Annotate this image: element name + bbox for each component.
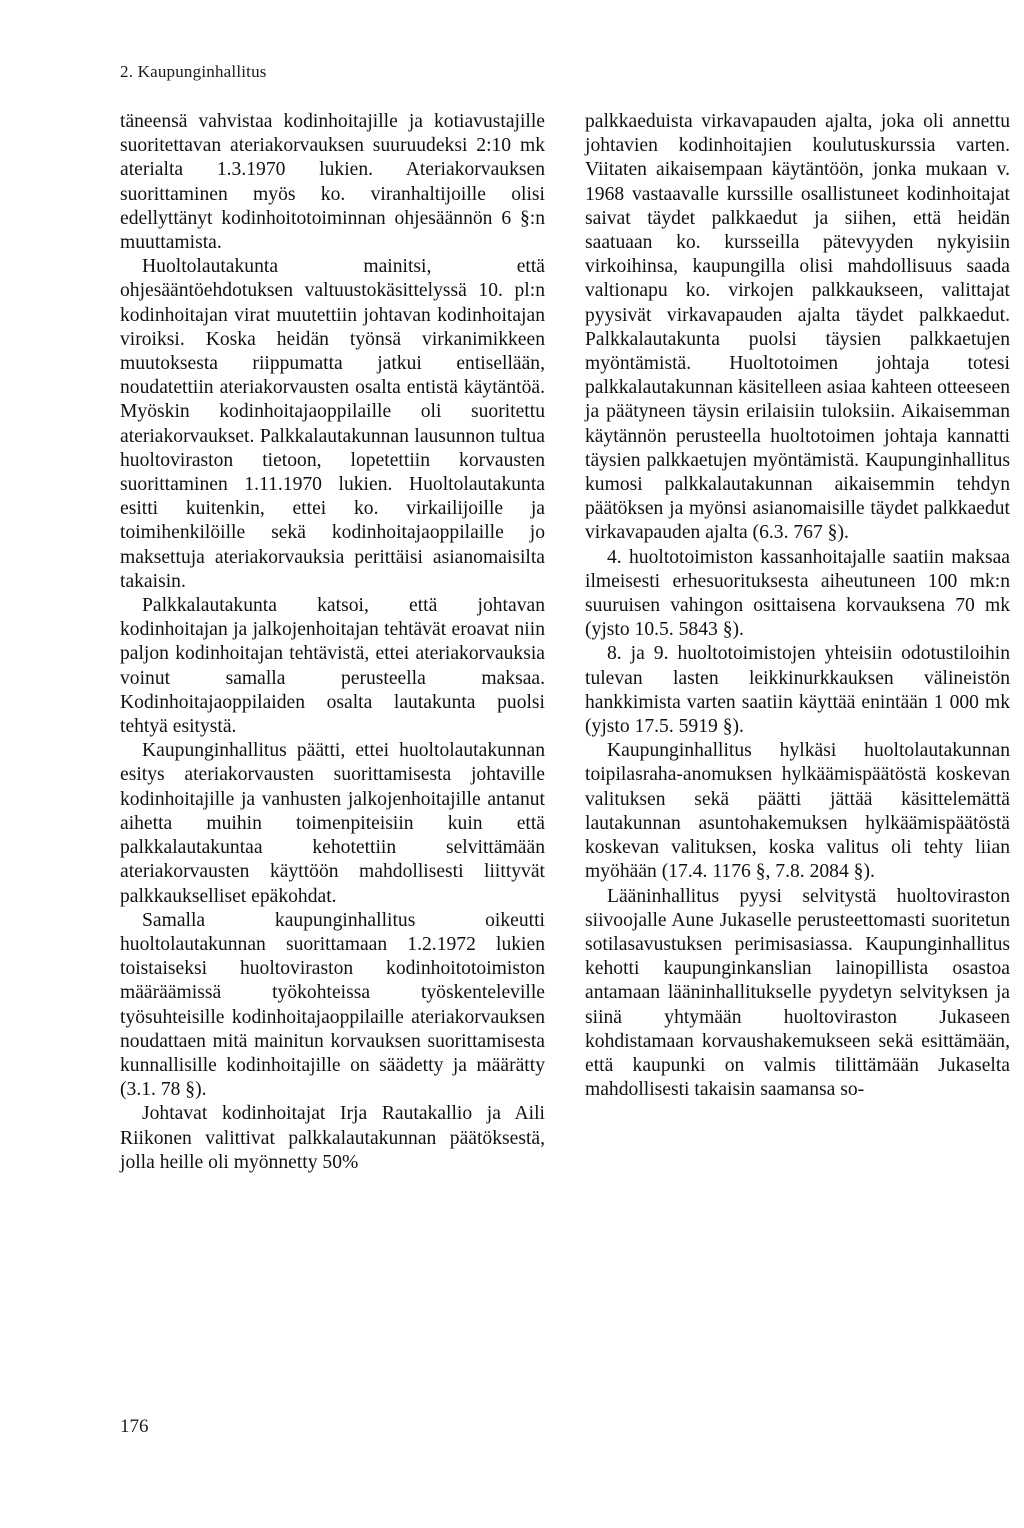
paragraph: Palkkalautakunta katsoi, että johtavan kodinhoitajan ja jalkojenhoitajan tehtävät eroavat niin paljon kodinhoitajan tehtävistä, ettei ateriakorvauksia voinut samalla perusteella maksaa. Kodinhoitajaoppilaiden osalta lautakunta puolsi tehtyä esitystä. <box>120 595 545 738</box>
right-column <box>585 110 1010 1102</box>
left-column <box>120 110 545 1175</box>
page-number: 176 <box>120 1416 149 1437</box>
paragraph: 4. huoltotoimiston kassanhoitajalle saatiin maksaa ilmeisesti erhesuorituksesta aiheutuneen 100 mk:n suuruisen vahingon osittaisena korvauksena 70 mk (yjsto 10.5. 5843 §). <box>585 546 1010 641</box>
paragraph: Kaupunginhallitus päätti, ettei huoltolautakunnan esitys ateriakorvausten suorittamisesta johtaville kodinhoitajille ja vanhusten jalkojenhoitajille antanut aihetta muihin toimenpiteisiin kuin että palkkalautakuntaa kehotettiin selvittämään ateriakorvausten käyttöön mahdollisesti liittyvät palkkaukselliset epäkohdat. <box>120 740 545 907</box>
paragraph-continued: palkkaeduista virkavapauden ajalta, joka oli annettu johtavien kodinhoitajien koulutuskurssia varten. Viitaten aikaisempaan käytäntöön, jonka mukaan v. 1968 vastaavalle kurssille osallistuneet kodinhoitajat saivat täydet palkkaedut ja siihen, että heidän saatuaan ko. kursseilla pätevyyden nykyisiin virkoihinsa, kaupungilla olisi mahdollisuus saada valtionapu ko. virkojen palkkaukseen, valittajat pyysivät virkavapauden ajalta täydet palkkaedut. Palkkalautakunta puolsi täysien palkkaetujen myöntämistä. Huoltotoimen johtaja totesi palkkalautakunnan käsitelleen asiaa kahteen otteeseen ja päätyneen täysin erilaisiin tuloksiin. Aikaisemman käytännön perusteella huoltotoimen johtaja kannatti täysien palkkaetujen myöntämistä. Kaupunginhallitus kumosi palkkalautakunnan aikaisemmin tehdyn päätöksen ja myönsi asianomaisille täydet palkkaedut virkavapauden ajalta (6.3. 767 §). <box>585 111 1010 544</box>
paragraph: Johtavat kodinhoitajat Irja Rautakallio ja Aili Riikonen valittivat palkkalautakunnan päätöksestä, jolla heille oli myönnetty 50% <box>120 1103 545 1173</box>
running-head: 2. Kaupunginhallitus <box>120 62 267 81</box>
paragraph: Samalla kaupunginhallitus oikeutti huoltolautakunnan suorittamaan 1.2.1972 lukien toistaiseksi huoltoviraston kodinhoitotoimiston määräämissä työkohteissa työskenteleville työsuhteisille kodinhoitajaoppilaille ateriakorvauksen noudattaen mitä mainitun korvauksen suorittamisesta kunnallisille kodinhoitajille on säädetty ja määrätty (3.1. 78 §). <box>120 909 545 1101</box>
paragraph: Lääninhallitus pyysi selvitystä huoltoviraston siivoojalle Aune Jukaselle perusteettomasti suoritetun sotilasavustuksen perimisasiassa. Kaupunginhallitus kehotti kaupunginkanslian lainopillista osastoa antamaan lääninhallitukselle pyydetyn selvityksen ja siinä yhtymään huoltoviraston Jukaseen kohdistamaan korvaushakemukseen sekä esittämään, että kaupunki on valmis tilittämään Jukaselta mahdollisesti takaisin saamansa so- <box>585 885 1010 1101</box>
paragraph-continued: täneensä vahvistaa kodinhoitajille ja kotiavustajille suoritettavan ateriakorvauksen suuruudeksi 2:10 mk aterialta 1.3.1970 lukien. Ateriakorvauksen suorittaminen myös ko. viranhaltijoille olisi edellyttänyt kodinhoitotoiminnan ohjesäännön 6 §:n muuttamista. <box>120 111 545 254</box>
paragraph: 8. ja 9. huoltotoimistojen yhteisiin odotustiloihin tulevan lasten leikkinurkkauksen välineistön hankkimista varten saatiin käyttää enintään 1 000 mk (yjsto 17.5. 5919 §). <box>585 643 1010 738</box>
paragraph: Huoltolautakunta mainitsi, että ohjesääntöehdotuksen valtuustokäsittelyssä 10. pl:n kodinhoitajan virat muutettiin johtavan kodinhoitajan viroiksi. Koska heidän työnsä virkanimikkeen muutoksesta riippumatta jatkui entisellään, noudatettiin ateriakorvausten osalta entistä käytäntöä. Myöskin kodinhoitajaoppilaille oli suoritettu ateriakorvaukset. Palkkalautakunnan lausunnon tultua huoltoviraston tietoon, lopetettiin korvausten suorittaminen 1.11.1970 lukien. Huoltolautakunta esitti kuitenkin, ettei ko. virkailijoille ja toimihenkilöille sekä kodinhoitajaoppilaille jo maksettuja ateriakorvauksia perittäisi asianomaisilta takaisin. <box>120 256 545 592</box>
paragraph: Kaupunginhallitus hylkäsi huoltolautakunnan toipilasraha-anomuksen hylkäämispäätöstä koskevan valituksen sekä päätti jättää käsittelemättä lautakunnan asuntohakemuksen hylkäämispäätöstä koskevan valituksen, koska valitus oli tehty liian myöhään (17.4. 1176 §, 7.8. 2084 §). <box>585 740 1010 883</box>
